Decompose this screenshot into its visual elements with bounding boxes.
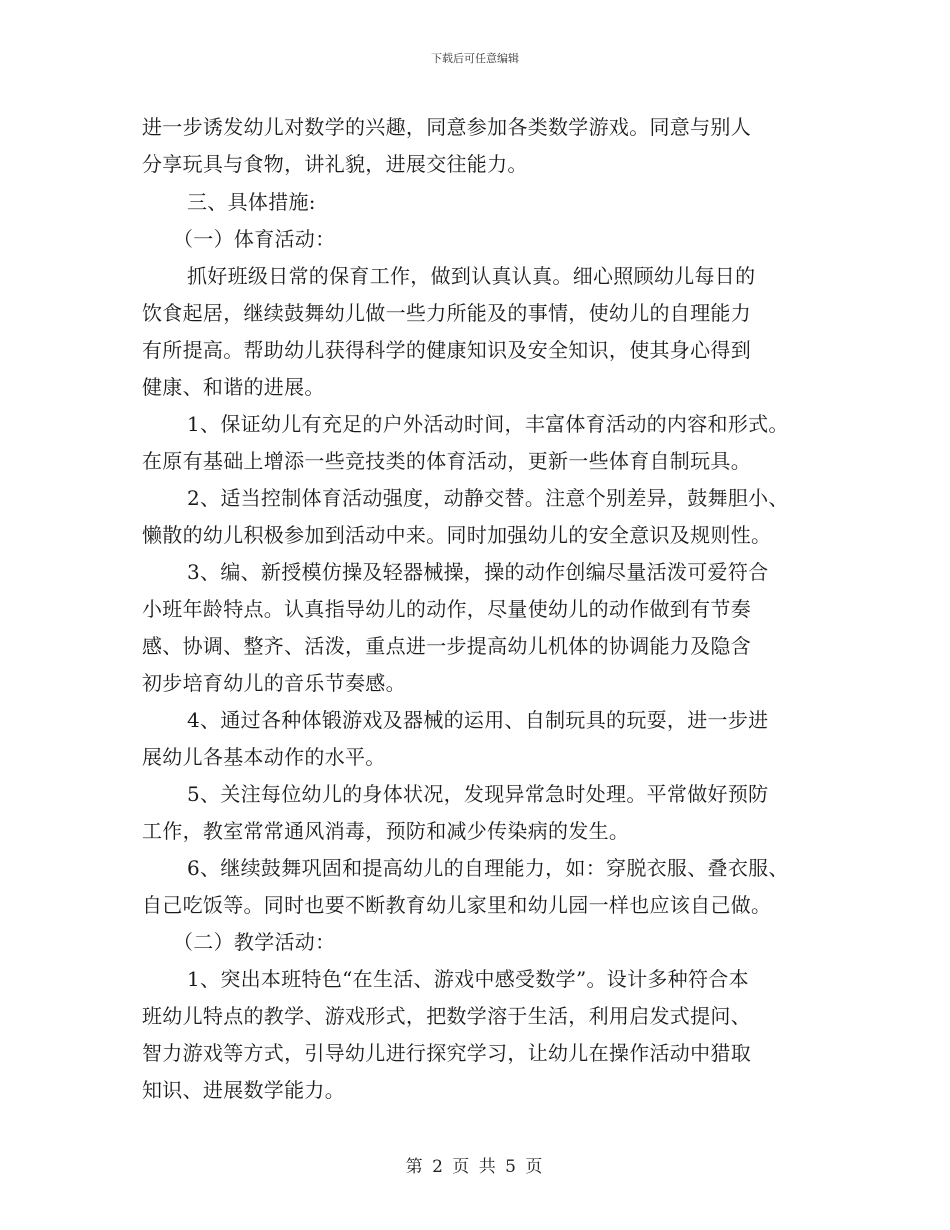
text-line: 班幼儿特点的教学、游戏形式，把数学溶于生活，利用启发式提问、 bbox=[142, 1004, 751, 1028]
text-line: 1、突出本班特色“在生活、游戏中感受数学”。设计多种符合本 bbox=[187, 967, 749, 991]
text-line: 小班年龄特点。认真指导幼儿的动作，尽量使幼儿的动作做到有节奏 bbox=[142, 597, 751, 621]
text-line: 2、适当控制体育活动强度，动静交替。注意个别差异，鼓舞胆小、 bbox=[187, 486, 789, 510]
text-line: 4、通过各种体锻游戏及器械的运用、自制玩具的玩耍，进一步进 bbox=[187, 708, 769, 732]
text-line: 进一步诱发幼儿对数学的兴趣，同意参加各类数学游戏。同意与别人 bbox=[142, 115, 751, 139]
text-line: 6、继续鼓舞巩固和提高幼儿的自理能力，如：穿脱衣服、叠衣服、 bbox=[187, 856, 789, 880]
text-line: 健康、和谐的进展。 bbox=[142, 375, 325, 399]
text-line: 3、编、新授模仿操及轻器械操，操的动作创编尽量活泼可爱符合 bbox=[187, 560, 769, 584]
text-line: 抓好班级日常的保育工作，做到认真认真。细心照顾幼儿每日的 bbox=[187, 264, 756, 288]
text-line: 感、协调、整齐、活泼，重点进一步提高幼儿机体的协调能力及隐含 bbox=[142, 634, 751, 658]
text-line: 自己吃饭等。同时也要不断教育幼儿家里和幼儿园一样也应该自己做。 bbox=[142, 893, 772, 917]
page-header: 下载后可任意编辑 bbox=[431, 52, 519, 65]
text-line: 5、关注每位幼儿的身体状况，发现异常急时处理。平常做好预防 bbox=[187, 782, 769, 806]
text-line: 饮食起居，继续鼓舞幼儿做一些力所能及的事情，使幼儿的自理能力 bbox=[142, 301, 751, 325]
text-line: 初步培育幼儿的音乐节奏感。 bbox=[142, 671, 406, 695]
text-line: 懒散的幼儿积极参加到活动中来。同时加强幼儿的安全意识及规则性。 bbox=[142, 523, 772, 547]
page-number: 第 2 页 共 5 页 bbox=[405, 1157, 545, 1177]
text-line: 有所提高。帮助幼儿获得科学的健康知识及安全知识，使其身心得到 bbox=[142, 338, 751, 362]
text-line: 知识、进展数学能力。 bbox=[142, 1078, 345, 1102]
text-line: 智力游戏等方式，引导幼儿进行探究学习，让幼儿在操作活动中猎取 bbox=[142, 1041, 751, 1065]
text-line: 在原有基础上增添一些竞技类的体育活动，更新一些体育自制玩具。 bbox=[142, 449, 751, 473]
text-line: 分享玩具与食物，讲礼貌，进展交往能力。 bbox=[142, 152, 528, 176]
text-line: 1、保证幼儿有充足的户外活动时间，丰富体育活动的内容和形式。 bbox=[187, 412, 789, 436]
subsection-heading: （二）教学活动： bbox=[173, 930, 336, 954]
subsection-heading: （一）体育活动： bbox=[173, 227, 336, 251]
text-line: 工作，教室常常通风消毒，预防和减少传染病的发生。 bbox=[142, 819, 630, 843]
section-heading: 三、具体措施: bbox=[187, 190, 316, 214]
text-line: 展幼儿各基本动作的水平。 bbox=[142, 745, 386, 769]
